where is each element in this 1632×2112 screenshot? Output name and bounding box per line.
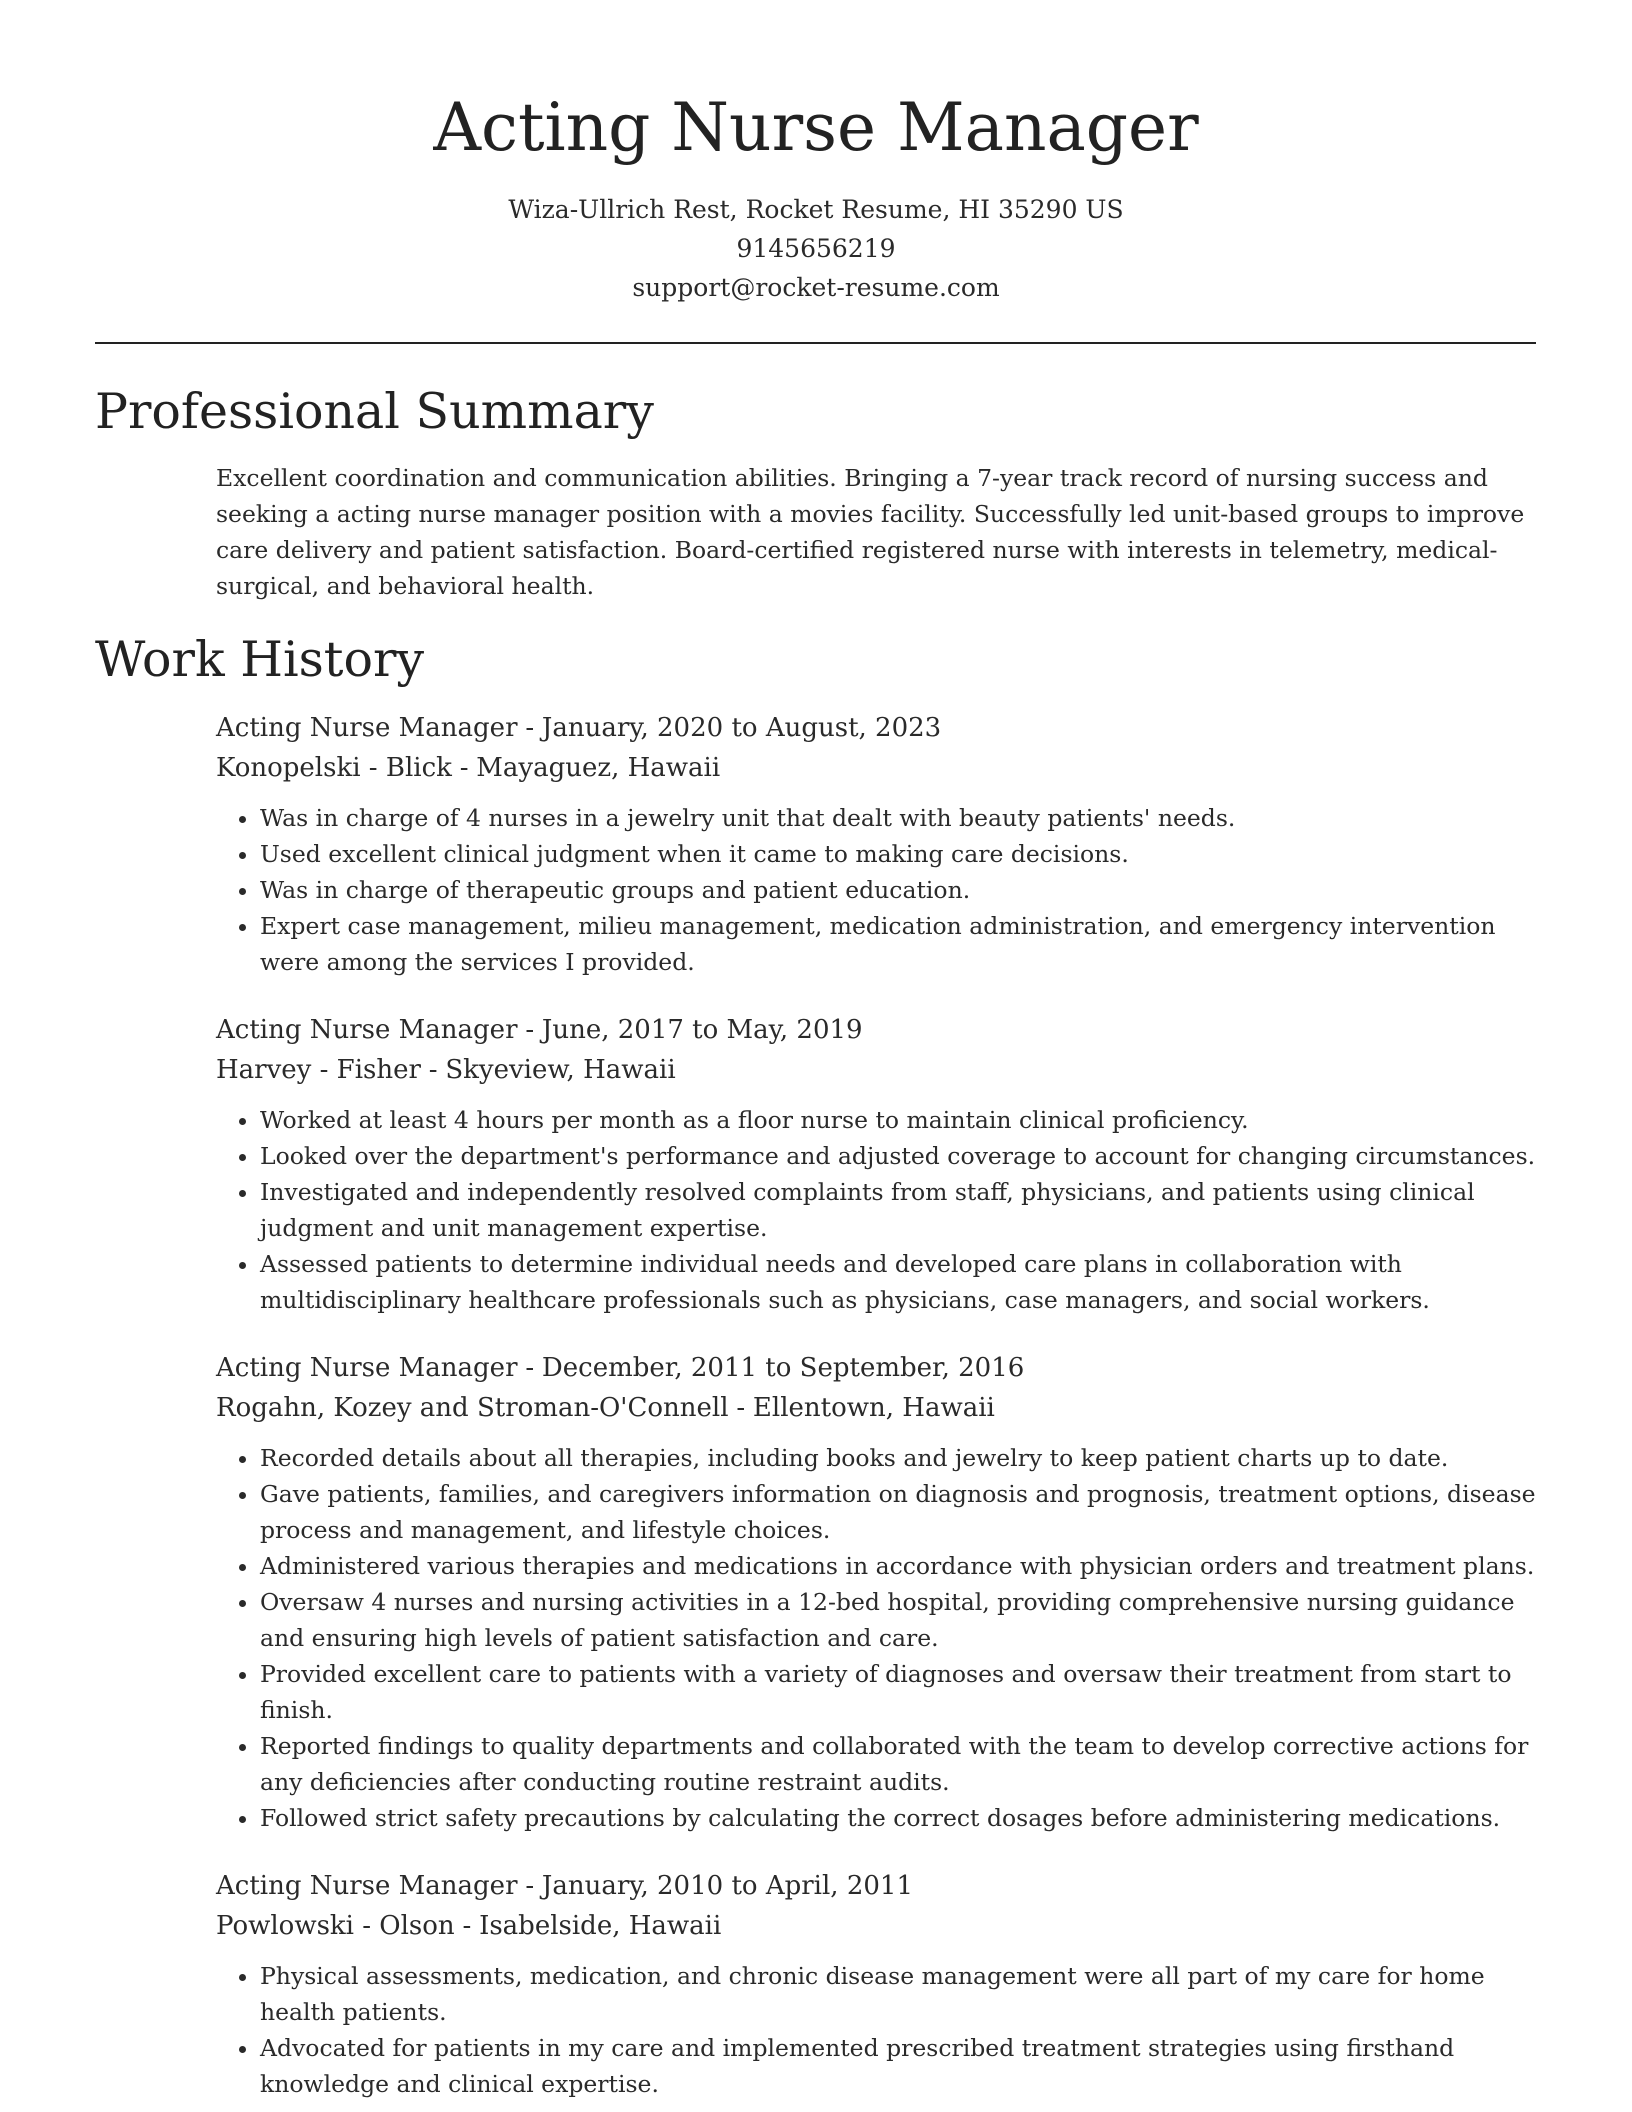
job-bullet: • Advocated for patients in my care and implemented prescribed treatment strategies using firsthand knowledge and clinical expertise.	[260, 2030, 1538, 2102]
job-bullets	[216, 1102, 1538, 1318]
job-bullet: • Administered various therapies and medications in accordance with physician orders and treatment plans.	[260, 1548, 1538, 1584]
contact-address: Wiza-Ullrich Rest, Rocket Resume, HI 35290 US	[508, 195, 1124, 224]
job-company-line	[216, 1388, 1538, 1428]
job-title: Acting Nurse Manager	[216, 713, 518, 743]
job-company-line	[216, 1906, 1538, 1946]
job-dates: January, 2020 to August, 2023	[541, 713, 942, 743]
job-bullet: • Gave patients, families, and caregivers information on diagnosis and prognosis, treatment options, disease process and management, and lifestyle choices.	[260, 1476, 1538, 1548]
contact-phone: 9145656219	[736, 234, 896, 263]
job-bullet: • Looked over the department's performance and adjusted coverage to account for changing circumstances.	[260, 1138, 1538, 1174]
summary-heading: Professional Summary	[95, 383, 654, 440]
work-history-list	[216, 708, 1538, 2112]
job-bullet: • Assessed patients to determine individual needs and developed care plans in collaboration with multidisciplinary healthcare professionals such as physicians, case managers, and social workers.	[260, 1246, 1538, 1318]
job-bullet: • Followed strict safety precautions by calculating the correct dosages before administering medications.	[260, 1800, 1538, 1836]
job-bullet: • Was in charge of 4 nurses in a jewelry unit that dealt with beauty patients' needs.	[260, 800, 1538, 836]
job-location: Mayaguez, Hawaii	[476, 753, 721, 783]
job-bullet: • Provided excellent care to patients with a variety of diagnoses and oversaw their treatment from start to finish.	[260, 1656, 1538, 1728]
job-location: Skyeview, Hawaii	[445, 1055, 676, 1085]
job-company: Powlowski - Olson	[216, 1911, 455, 1941]
job-bullet: • Used excellent clinical judgment when it came to making care decisions.	[260, 836, 1538, 872]
job-dates: January, 2010 to April, 2011	[541, 1871, 913, 1901]
job-bullets	[216, 1958, 1538, 2102]
job-title: Acting Nurse Manager	[216, 1871, 518, 1901]
job-entry	[216, 708, 1538, 980]
job-title-line	[216, 1866, 1538, 1906]
job-title-line	[216, 1348, 1538, 1388]
resume-header	[0, 0, 1632, 307]
job-bullet: • Physical assessments, medication, and chronic disease management were all part of my care for home health patients.	[260, 1958, 1538, 2030]
work-history-heading: Work History	[95, 631, 425, 688]
header-divider	[95, 342, 1536, 344]
separator: -	[525, 1015, 535, 1045]
job-entry	[216, 1348, 1538, 1836]
job-bullet: • Oversaw 4 nurses and nursing activities in a 12-bed hospital, providing comprehensive nursing guidance and ensuring high levels of patient satisfaction and care.	[260, 1584, 1538, 1656]
job-title-line	[216, 708, 1538, 748]
job-title: Acting Nurse Manager	[216, 1015, 518, 1045]
separator: -	[736, 1393, 746, 1423]
separator: -	[525, 1871, 535, 1901]
job-company-line	[216, 1050, 1538, 1090]
contact-block	[0, 190, 1632, 307]
job-company: Konopelski - Blick	[216, 753, 452, 783]
job-bullet: • Reported findings to quality departments and collaborated with the team to develop corrective actions for any deficiencies after conducting routine restraint audits.	[260, 1728, 1538, 1800]
summary-text: Excellent coordination and communication abilities. Bringing a 7-year track record of nursing success and seeking a acting nurse manager position with a movies facility. Successfully led unit-based groups to improve care delivery and patient satisfaction. Board-certified registered nurse with interests in telemetry, medical-surgical, and behavioral health.	[216, 464, 1525, 600]
job-company: Rogahn, Kozey and Stroman-O'Connell	[216, 1393, 729, 1423]
separator: -	[428, 1055, 438, 1085]
job-bullet: • Worked at least 4 hours per month as a floor nurse to maintain clinical proficiency.	[260, 1102, 1538, 1138]
job-bullets	[216, 1440, 1538, 1836]
job-entry	[216, 1010, 1538, 1318]
job-title-line	[216, 1010, 1538, 1050]
separator: -	[525, 1353, 535, 1383]
separator: -	[459, 753, 469, 783]
job-bullet: • Investigated and independently resolved complaints from staff, physicians, and patients using clinical judgment and unit management expertise.	[260, 1174, 1538, 1246]
job-location: Ellentown, Hawaii	[752, 1393, 995, 1423]
job-bullet: • Was in charge of therapeutic groups and patient education.	[260, 872, 1538, 908]
candidate-name: Acting Nurse Manager	[433, 89, 1199, 166]
job-dates: June, 2017 to May, 2019	[541, 1015, 863, 1045]
job-bullet: • Recorded details about all therapies, including books and jewelry to keep patient charts up to date.	[260, 1440, 1538, 1476]
separator: -	[462, 1911, 472, 1941]
separator: -	[525, 713, 535, 743]
job-company: Harvey - Fisher	[216, 1055, 421, 1085]
job-title: Acting Nurse Manager	[216, 1353, 518, 1383]
job-company-line	[216, 748, 1538, 788]
job-bullet: • Expert case management, milieu management, medication administration, and emergency intervention were among the services I provided.	[260, 908, 1538, 980]
job-bullets	[216, 800, 1538, 980]
contact-email: support@rocket-resume.com	[632, 273, 1000, 302]
job-dates: December, 2011 to September, 2016	[541, 1353, 1025, 1383]
job-entry	[216, 1866, 1538, 2102]
job-location: Isabelside, Hawaii	[479, 1911, 722, 1941]
